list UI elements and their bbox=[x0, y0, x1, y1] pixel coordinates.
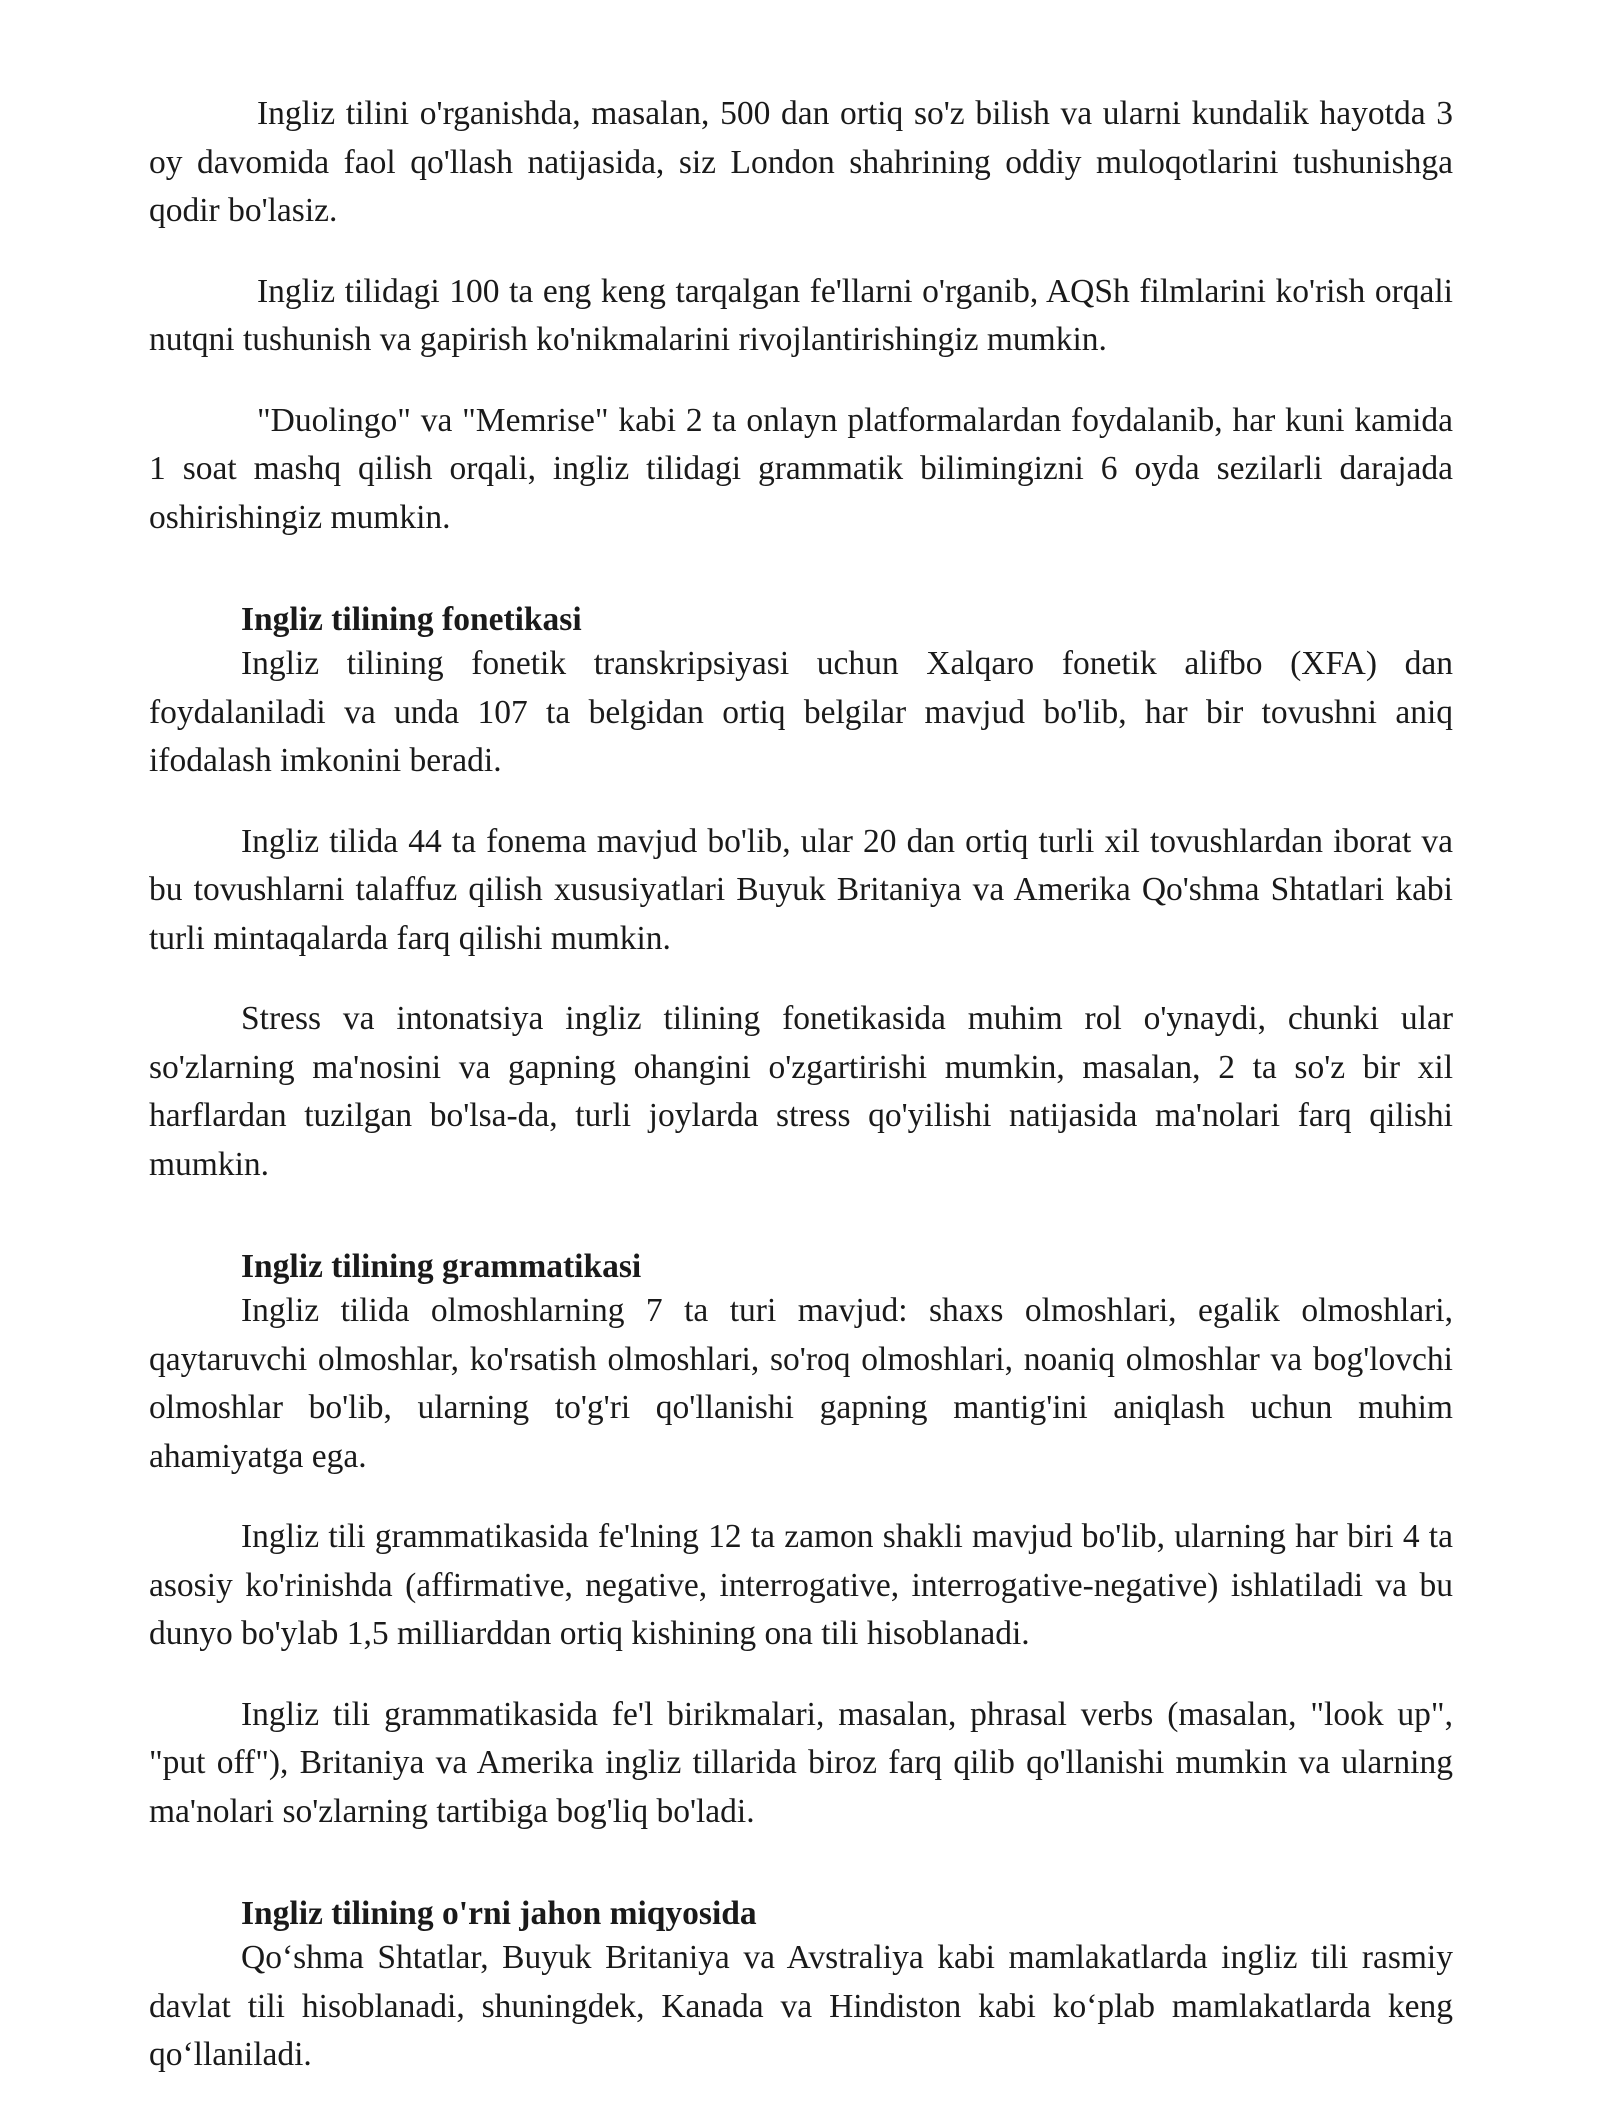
document-page bbox=[149, 90, 1453, 2112]
grammar-paragraph-3: Ingliz tili grammatikasida fe'l birikmalari, masalan, phrasal verbs (masalan, "look up", "put off"), Britaniya va Amerika ingliz tillarida biroz farq qilib qo'llanishi mumkin va ularning ma'nolari so'zlarning tartibiga bog'liq bo'ladi. bbox=[149, 1695, 1453, 1830]
grammar-paragraph-1: Ingliz tilida olmoshlarning 7 ta turi mavjud: shaxs olmoshlari, egalik olmoshlari, qaytaruvchi olmoshlar, ko'rsatish olmoshlari, so'roq olmoshlari, noaniq olmoshlar va bog'lovchi olmoshlar bo'lib, ularning to'g'ri qo'llanishi gapning mantig'ini aniqlash uchun muhim ahamiyatga ega. bbox=[149, 1292, 1453, 1475]
phonetics-paragraph-3: Stress va intonatsiya ingliz tilining fonetikasida muhim rol o'ynaydi, chunki ular so'zlarning ma'nosini va gapning ohangini o'zgartirishi mumkin, masalan, 2 ta so'z bir xil harflardan tuzilgan bo'lsa-da, turli joylarda stress qo'yilishi natijasida ma'nolari farq qilishi mumkin. bbox=[149, 1000, 1453, 1183]
intro-paragraph-1: Ingliz tilini o'rganishda, masalan, 500 dan ortiq so'z bilish va ularni kundalik hayotda 3 oy davomida faol qo'llash natijasida, siz London shahrining oddiy muloqotlarini tushunishga qodir bo'lasiz. bbox=[149, 95, 1453, 229]
phonetics-paragraph-1: Ingliz tilining fonetik transkripsiyasi uchun Xalqaro fonetik alifbo (XFA) dan foydalaniladi va unda 107 ta belgidan ortiq belgilar mavjud bo'lib, har bir tovushni aniq ifodalash imkonini beradi. bbox=[149, 645, 1453, 779]
phonetics-paragraph-2: Ingliz tilida 44 ta fonema mavjud bo'lib, ular 20 dan ortiq turli xil tovushlardan iborat va bu tovushlarni talaffuz qilish xususiyatlari Buyuk Britaniya va Amerika Qo'shma Shtatlari kabi turli mintaqalarda farq qilishi mumkin. bbox=[149, 822, 1453, 957]
world-role-paragraph-1: Qo‘shma Shtatlar, Buyuk Britaniya va Avstraliya kabi mamlakatlarda ingliz tili rasmiy davlat tili hisoblanadi, shuningdek, Kanada va Hindiston kabi ko‘plab mamlakatlarda keng qo‘llaniladi. bbox=[149, 1939, 1453, 2073]
section-heading-phonetics: Ingliz tilining fonetikasi bbox=[241, 601, 582, 638]
intro-paragraph-3: "Duolingo" va "Memrise" kabi 2 ta onlayn platformalardan foydalanib, har kuni kamida 1 soat mashq qilish orqali, ingliz tilidagi grammatik bilimingizni 6 oyda sezilarli darajada oshirishingiz mumkin. bbox=[149, 401, 1453, 536]
grammar-paragraph-2: Ingliz tili grammatikasida fe'lning 12 ta zamon shakli mavjud bo'lib, ularning har biri 4 ta asosiy ko'rinishda (affirmative, negative, interrogative, interrogative-negative) ishlatiladi va bu dunyo bo'ylab 1,5 milliarddan ortiq kishining ona tili hisoblanadi. bbox=[149, 1518, 1453, 1652]
section-heading-world-role: Ingliz tilining o'rni jahon miqyosida bbox=[241, 1895, 757, 1932]
section-heading-grammar: Ingliz tilining grammatikasi bbox=[241, 1248, 642, 1285]
intro-paragraph-2: Ingliz tilidagi 100 ta eng keng tarqalgan fe'llarni o'rganib, AQSh filmlarini ko'rish orqali nutqni tushunish va gapirish ko'nikmalarini rivojlantirishingiz mumkin. bbox=[149, 272, 1453, 358]
